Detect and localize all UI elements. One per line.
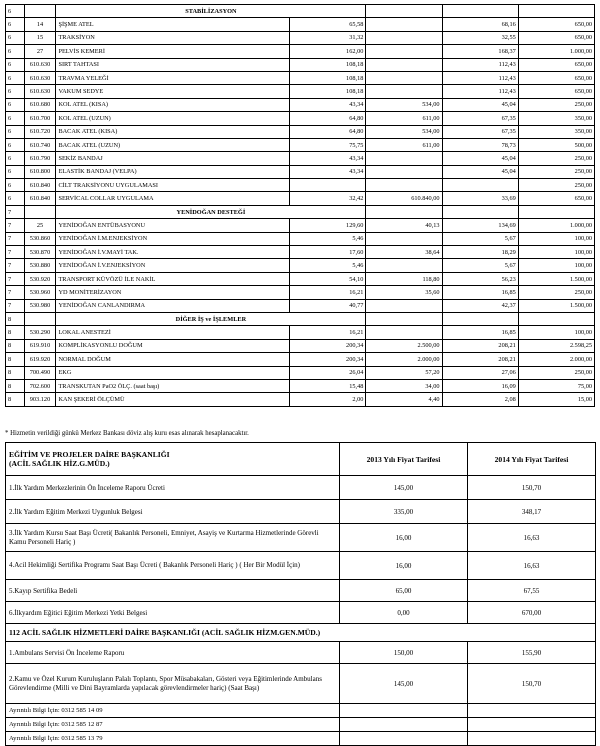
- cell-c2: 610.720: [24, 125, 56, 138]
- section-header-row: [6, 205, 595, 218]
- cell-c6: 78,73: [442, 138, 518, 151]
- cell-c4: 16,21: [290, 286, 366, 299]
- cell-c4: 16,21: [290, 326, 366, 339]
- cell-c3: KOL ATEL (KISA): [56, 98, 290, 111]
- cell-c2: 530.290: [24, 326, 56, 339]
- table-row: [6, 165, 595, 178]
- cell-c4: 200,34: [290, 353, 366, 366]
- cell-c3: EKG: [56, 366, 290, 379]
- cell-c1: 6: [6, 71, 25, 84]
- cell-c5: [366, 259, 442, 272]
- table-row: [6, 138, 595, 151]
- cell-c5: [366, 326, 442, 339]
- cell-c2: 619.910: [24, 339, 56, 352]
- table-row: 1.Ambulans Servisi Ön İnceleme Raporu 150,00 155,90: [6, 642, 596, 664]
- cell-c2: 610.800: [24, 165, 56, 178]
- table-row: 4.Acil Hekimliği Sertifika Programı Saat Başı Ücreti ( Bakanlık Personeli Hariç ) ( Her Bir Modül İçin) 16,00 16,63: [6, 552, 596, 580]
- cell-c2: 27: [24, 45, 56, 58]
- cell-c2: 530.960: [24, 286, 56, 299]
- cell-c7: 1.500,00: [518, 299, 594, 312]
- cell-c7: 75,00: [518, 379, 594, 392]
- cell-c1: 8: [6, 353, 25, 366]
- cell-c4: 26,04: [290, 366, 366, 379]
- cell-c5: 534,00: [366, 125, 442, 138]
- cell-c5: [366, 165, 442, 178]
- cell-c7: 350,00: [518, 125, 594, 138]
- cell-c5: 40,13: [366, 219, 442, 232]
- cell-c2: 610.790: [24, 152, 56, 165]
- cell-c6: 16,85: [442, 286, 518, 299]
- cell-c5: 2.000,00: [366, 353, 442, 366]
- cell-c7: 2.598,25: [518, 339, 594, 352]
- cell-c4: 32,42: [290, 192, 366, 205]
- cell-c7: 100,00: [518, 326, 594, 339]
- cell-c3: TRAKSİYON: [56, 31, 290, 44]
- cell-c5: 2.500,00: [366, 339, 442, 352]
- cell-c7: 650,00: [518, 192, 594, 205]
- cell-c6: 134,69: [442, 219, 518, 232]
- table-row: [6, 18, 595, 31]
- cell-c5: 34,00: [366, 379, 442, 392]
- cell-c7: 1.000,00: [518, 219, 594, 232]
- cell-c1: 8: [6, 326, 25, 339]
- cell-c7: 250,00: [518, 98, 594, 111]
- table-row: [6, 259, 595, 272]
- table-row: [6, 299, 595, 312]
- table-row: [6, 192, 595, 205]
- cell-c3: YENİDOĞAN İ.V.MAYİ TAK.: [56, 246, 290, 259]
- department-fee-table: [5, 442, 596, 746]
- cell-c6: 112,43: [442, 85, 518, 98]
- cell-c7: 100,00: [518, 232, 594, 245]
- cell-c6: 68,16: [442, 18, 518, 31]
- cell-c2: 610.840: [24, 179, 56, 192]
- cell-c6: 42,37: [442, 299, 518, 312]
- cell-c6: 208,21: [442, 339, 518, 352]
- cell-c7: 250,00: [518, 165, 594, 178]
- table-row: [6, 353, 595, 366]
- table-row: [6, 45, 595, 58]
- cell-c3: YENİDOĞAN İ.M.ENJEKSİYON: [56, 232, 290, 245]
- cell-c7: 250,00: [518, 179, 594, 192]
- section-title: 112 ACİL SAĞLIK HİZMETLERİ DAİRE BAŞKANLIĞI (ACİL SAĞLIK HİZM.GEN.MÜD.): [6, 624, 596, 642]
- cell-c5: [366, 58, 442, 71]
- cell-c4: 64,80: [290, 125, 366, 138]
- cell-c1: 6: [6, 85, 25, 98]
- info-row: Ayrıntılı Bilgi İçin: 0312 585 14 09: [6, 704, 596, 718]
- cell-c6: 67,35: [442, 112, 518, 125]
- cell-c2: 530.860: [24, 232, 56, 245]
- cell-c6: 56,23: [442, 272, 518, 285]
- cell-c1: 7: [6, 272, 25, 285]
- table-row: [6, 31, 595, 44]
- section-title: STABİLİZASYON: [56, 5, 366, 18]
- cell-c7: 350,00: [518, 112, 594, 125]
- cell-c2: 530.920: [24, 272, 56, 285]
- cell-c3: ŞİŞME ATEL: [56, 18, 290, 31]
- cell-c5: 38,64: [366, 246, 442, 259]
- cell-c5: [366, 179, 442, 192]
- cell-c3: VAKUM SEDYE: [56, 85, 290, 98]
- cell-c4: 43,34: [290, 165, 366, 178]
- table-row: [6, 219, 595, 232]
- cell-c6: 33,69: [442, 192, 518, 205]
- cell-c1: 6: [6, 125, 25, 138]
- cell-c2: 610.700: [24, 112, 56, 125]
- cell-c7: 650,00: [518, 85, 594, 98]
- cell-c3: TRANSPORT KÜVÖZÜ İLE NAKİL: [56, 272, 290, 285]
- info-row: Ayrıntılı Bilgi İçin: 0312 585 13 79: [6, 732, 596, 746]
- table-row: [6, 58, 595, 71]
- cell-c5: 35,60: [366, 286, 442, 299]
- cell-c4: 54,10: [290, 272, 366, 285]
- cell-c5: 534,00: [366, 98, 442, 111]
- cell-c4: 108,18: [290, 85, 366, 98]
- table-row: 2.Kamu ve Özel Kurum Kuruluşların Palalı Toplantı, Spor Müsabakaları, Gösteri veya Eğitimlerinde Ambulans Görevlendirme (Milli ve Dini Bayramlarda yapılacak görevlendirmeler hariç) (Saat Başı) 145,00 150,70: [6, 664, 596, 704]
- table-row: [6, 152, 595, 165]
- cell-c1: 6: [6, 18, 25, 31]
- group-number: 6: [6, 5, 25, 18]
- cell-c4: 15,48: [290, 379, 366, 392]
- cell-c5: 118,80: [366, 272, 442, 285]
- cell-c6: 32,55: [442, 31, 518, 44]
- cell-c1: 6: [6, 152, 25, 165]
- cell-c1: 6: [6, 58, 25, 71]
- cell-c4: 40,77: [290, 299, 366, 312]
- cell-c6: 18,29: [442, 246, 518, 259]
- cell-c2: 610.840: [24, 192, 56, 205]
- col-2013-header: 2013 Yılı Fiyat Tarifesi: [340, 443, 468, 476]
- cell-c1: 7: [6, 219, 25, 232]
- cell-c1: 6: [6, 179, 25, 192]
- cell-c5: [366, 152, 442, 165]
- cell-c2: 14: [24, 18, 56, 31]
- cell-c7: 250,00: [518, 152, 594, 165]
- cell-c3: SEKİZ BANDAJ: [56, 152, 290, 165]
- cell-c2: 610.630: [24, 85, 56, 98]
- cell-c4: 108,18: [290, 71, 366, 84]
- table-row: 3.İlk Yardım Kursu Saat Başı Ücreti( Bakanlık Personeli, Emniyet, Asayiş ve Kurtarma Hizmetlerinde Görevli Kamu Personeli Hariç ) 16,00 16,63: [6, 524, 596, 552]
- cell-c7: 15,00: [518, 393, 594, 406]
- cell-c6: 112,43: [442, 58, 518, 71]
- cell-c4: 75,75: [290, 138, 366, 151]
- cell-c5: [366, 18, 442, 31]
- table-row: [6, 272, 595, 285]
- table-row: [6, 286, 595, 299]
- table-row: [6, 393, 595, 406]
- cell-c1: 6: [6, 112, 25, 125]
- cell-c1: 7: [6, 259, 25, 272]
- cell-c1: 7: [6, 232, 25, 245]
- table-row: [6, 112, 595, 125]
- cell-c1: 8: [6, 339, 25, 352]
- cell-c2: 700.490: [24, 366, 56, 379]
- section-header-row: [6, 312, 595, 325]
- cell-c3: YD MONİTERİZAYON: [56, 286, 290, 299]
- cell-c6: 45,04: [442, 165, 518, 178]
- table-row: [6, 71, 595, 84]
- group-number: 8: [6, 312, 25, 325]
- table-row: [6, 326, 595, 339]
- cell-c1: 7: [6, 299, 25, 312]
- cell-c3: ELASTİK BANDAJ (VELPA): [56, 165, 290, 178]
- section-title: YENİDOĞAN DESTEĞİ: [56, 205, 366, 218]
- cell-c7: 1.000,00: [518, 45, 594, 58]
- cell-c7: 250,00: [518, 366, 594, 379]
- section-title: DİĞER İŞ ve İŞLEMLER: [56, 312, 366, 325]
- cell-c4: [290, 179, 366, 192]
- cell-c2: 610.680: [24, 98, 56, 111]
- cell-c5: [366, 85, 442, 98]
- cell-c2: 610.740: [24, 138, 56, 151]
- cell-c6: 168,37: [442, 45, 518, 58]
- cell-c5: 4,40: [366, 393, 442, 406]
- cell-c7: 100,00: [518, 259, 594, 272]
- cell-c5: 611,00: [366, 112, 442, 125]
- cell-c3: KOL ATEL (UZUN): [56, 112, 290, 125]
- cell-c5: 57,20: [366, 366, 442, 379]
- cell-c4: 5,46: [290, 259, 366, 272]
- cell-c5: [366, 31, 442, 44]
- cell-c3: LOKAL ANESTEZİ: [56, 326, 290, 339]
- table-row: [6, 85, 595, 98]
- col-2014-header: 2014 Yılı Fiyat Tarifesi: [468, 443, 596, 476]
- table-row: [6, 246, 595, 259]
- cell-c3: NORMAL DOĞUM: [56, 353, 290, 366]
- cell-c7: 650,00: [518, 18, 594, 31]
- cell-c3: SIRT TAHTASI: [56, 58, 290, 71]
- cell-c7: 650,00: [518, 31, 594, 44]
- cell-c7: 650,00: [518, 71, 594, 84]
- cell-c1: 8: [6, 393, 25, 406]
- cell-c4: 65,58: [290, 18, 366, 31]
- cell-c5: [366, 232, 442, 245]
- cell-c1: 6: [6, 45, 25, 58]
- cell-c7: 650,00: [518, 58, 594, 71]
- cell-c4: 200,34: [290, 339, 366, 352]
- table-row: [6, 232, 595, 245]
- cell-c4: 17,60: [290, 246, 366, 259]
- cell-c3: KOMPLİKASYONLU DOĞUM: [56, 339, 290, 352]
- cell-c4: 5,46: [290, 232, 366, 245]
- cell-c1: 7: [6, 286, 25, 299]
- cell-c6: 5,67: [442, 259, 518, 272]
- cell-c2: 610.630: [24, 71, 56, 84]
- cell-c2: 610.630: [24, 58, 56, 71]
- cell-c4: 2,00: [290, 393, 366, 406]
- cell-c2: 15: [24, 31, 56, 44]
- cell-c6: 67,35: [442, 125, 518, 138]
- department-header-row: [6, 443, 596, 476]
- cell-c3: BACAK ATEL (KISA): [56, 125, 290, 138]
- cell-c5: [366, 299, 442, 312]
- cell-c5: 610.840,00: [366, 192, 442, 205]
- cell-c4: 31,32: [290, 31, 366, 44]
- cell-c3: YENİDOĞAN İ.V.ENJEKSİYON: [56, 259, 290, 272]
- cell-c2: 530.870: [24, 246, 56, 259]
- cell-c3: BACAK ATEL (UZUN): [56, 138, 290, 151]
- cell-c4: 108,18: [290, 58, 366, 71]
- cell-c4: 129,60: [290, 219, 366, 232]
- table-row: 6.İlkyardım Eğitici Eğitim Merkezi Yetki Belgesi 0,00 670,00: [6, 602, 596, 624]
- cell-c5: 611,00: [366, 138, 442, 151]
- cell-c1: 6: [6, 192, 25, 205]
- cell-c6: 112,43: [442, 71, 518, 84]
- cell-c6: 16,09: [442, 379, 518, 392]
- cell-c3: PELVİS KEMERİ: [56, 45, 290, 58]
- group-number: 7: [6, 205, 25, 218]
- cell-c6: 45,04: [442, 98, 518, 111]
- cell-c4: 162,00: [290, 45, 366, 58]
- cell-c3: TRAVMA YELEĞİ: [56, 71, 290, 84]
- cell-c6: 45,04: [442, 152, 518, 165]
- exchange-rate-note: * Hizmetin verildiği günkü Merkez Bankası döviz alış kuru esas alınarak hesaplanacaktır.: [5, 430, 249, 437]
- table-row: [6, 379, 595, 392]
- cell-c1: 8: [6, 366, 25, 379]
- cell-c4: 64,80: [290, 112, 366, 125]
- table-row: 1.İlk Yardım Merkezlerinin Ön İnceleme Raporu Ücreti 145,00 150,70: [6, 476, 596, 500]
- cell-c4: 43,34: [290, 152, 366, 165]
- section-header-row: [6, 624, 596, 642]
- cell-c5: [366, 71, 442, 84]
- cell-c7: 2.000,00: [518, 353, 594, 366]
- cell-c6: 208,21: [442, 353, 518, 366]
- cell-c3: CİLT TRAKSİYONU UYGULAMASI: [56, 179, 290, 192]
- cell-c6: 27,06: [442, 366, 518, 379]
- cell-c1: 6: [6, 98, 25, 111]
- cell-c7: 250,00: [518, 286, 594, 299]
- cell-c3: SERVİCAL COLLAR UYGULAMA: [56, 192, 290, 205]
- service-price-table: [5, 4, 595, 407]
- cell-c7: 1.500,00: [518, 272, 594, 285]
- cell-c1: 7: [6, 246, 25, 259]
- table-row: [6, 125, 595, 138]
- table-row: [6, 179, 595, 192]
- cell-c3: KAN ŞEKERİ ÖLÇÜMÜ: [56, 393, 290, 406]
- cell-c6: 16,85: [442, 326, 518, 339]
- section-header-row: [6, 5, 595, 18]
- department-title: EĞİTİM VE PROJELER DAİRE BAŞKANLIĞI (ACİL SAĞLIK HİZ.G.MÜD.): [6, 443, 340, 476]
- cell-c6: [442, 179, 518, 192]
- cell-c2: 25: [24, 219, 56, 232]
- cell-c5: [366, 45, 442, 58]
- info-row: Ayrıntılı Bilgi İçin: 0312 585 12 87: [6, 718, 596, 732]
- cell-c6: 5,67: [442, 232, 518, 245]
- cell-c2: 619.920: [24, 353, 56, 366]
- cell-c3: TRANSKUTAN PaO2 ÖLÇ. (saat başı): [56, 379, 290, 392]
- table-row: 5.Kayıp Sertifika Bedeli 65,00 67,55: [6, 580, 596, 602]
- cell-c2: 530.880: [24, 259, 56, 272]
- table-row: 2.İlk Yardım Eğitim Merkezi Uygunluk Belgesi 335,00 348,17: [6, 500, 596, 524]
- cell-c2: 903.120: [24, 393, 56, 406]
- cell-c3: YENİDOĞAN ENTÜBASYONU: [56, 219, 290, 232]
- table-row: [6, 339, 595, 352]
- table-row: [6, 98, 595, 111]
- cell-c4: 43,34: [290, 98, 366, 111]
- cell-c7: 500,00: [518, 138, 594, 151]
- cell-c1: 8: [6, 379, 25, 392]
- table-row: [6, 366, 595, 379]
- cell-c2: 702.600: [24, 379, 56, 392]
- cell-c1: 6: [6, 138, 25, 151]
- cell-c3: YENİDOĞAN CANLANDIRMA: [56, 299, 290, 312]
- cell-c1: 6: [6, 31, 25, 44]
- cell-c6: 2,08: [442, 393, 518, 406]
- cell-c1: 6: [6, 165, 25, 178]
- cell-c7: 100,00: [518, 246, 594, 259]
- cell-c2: 530.980: [24, 299, 56, 312]
